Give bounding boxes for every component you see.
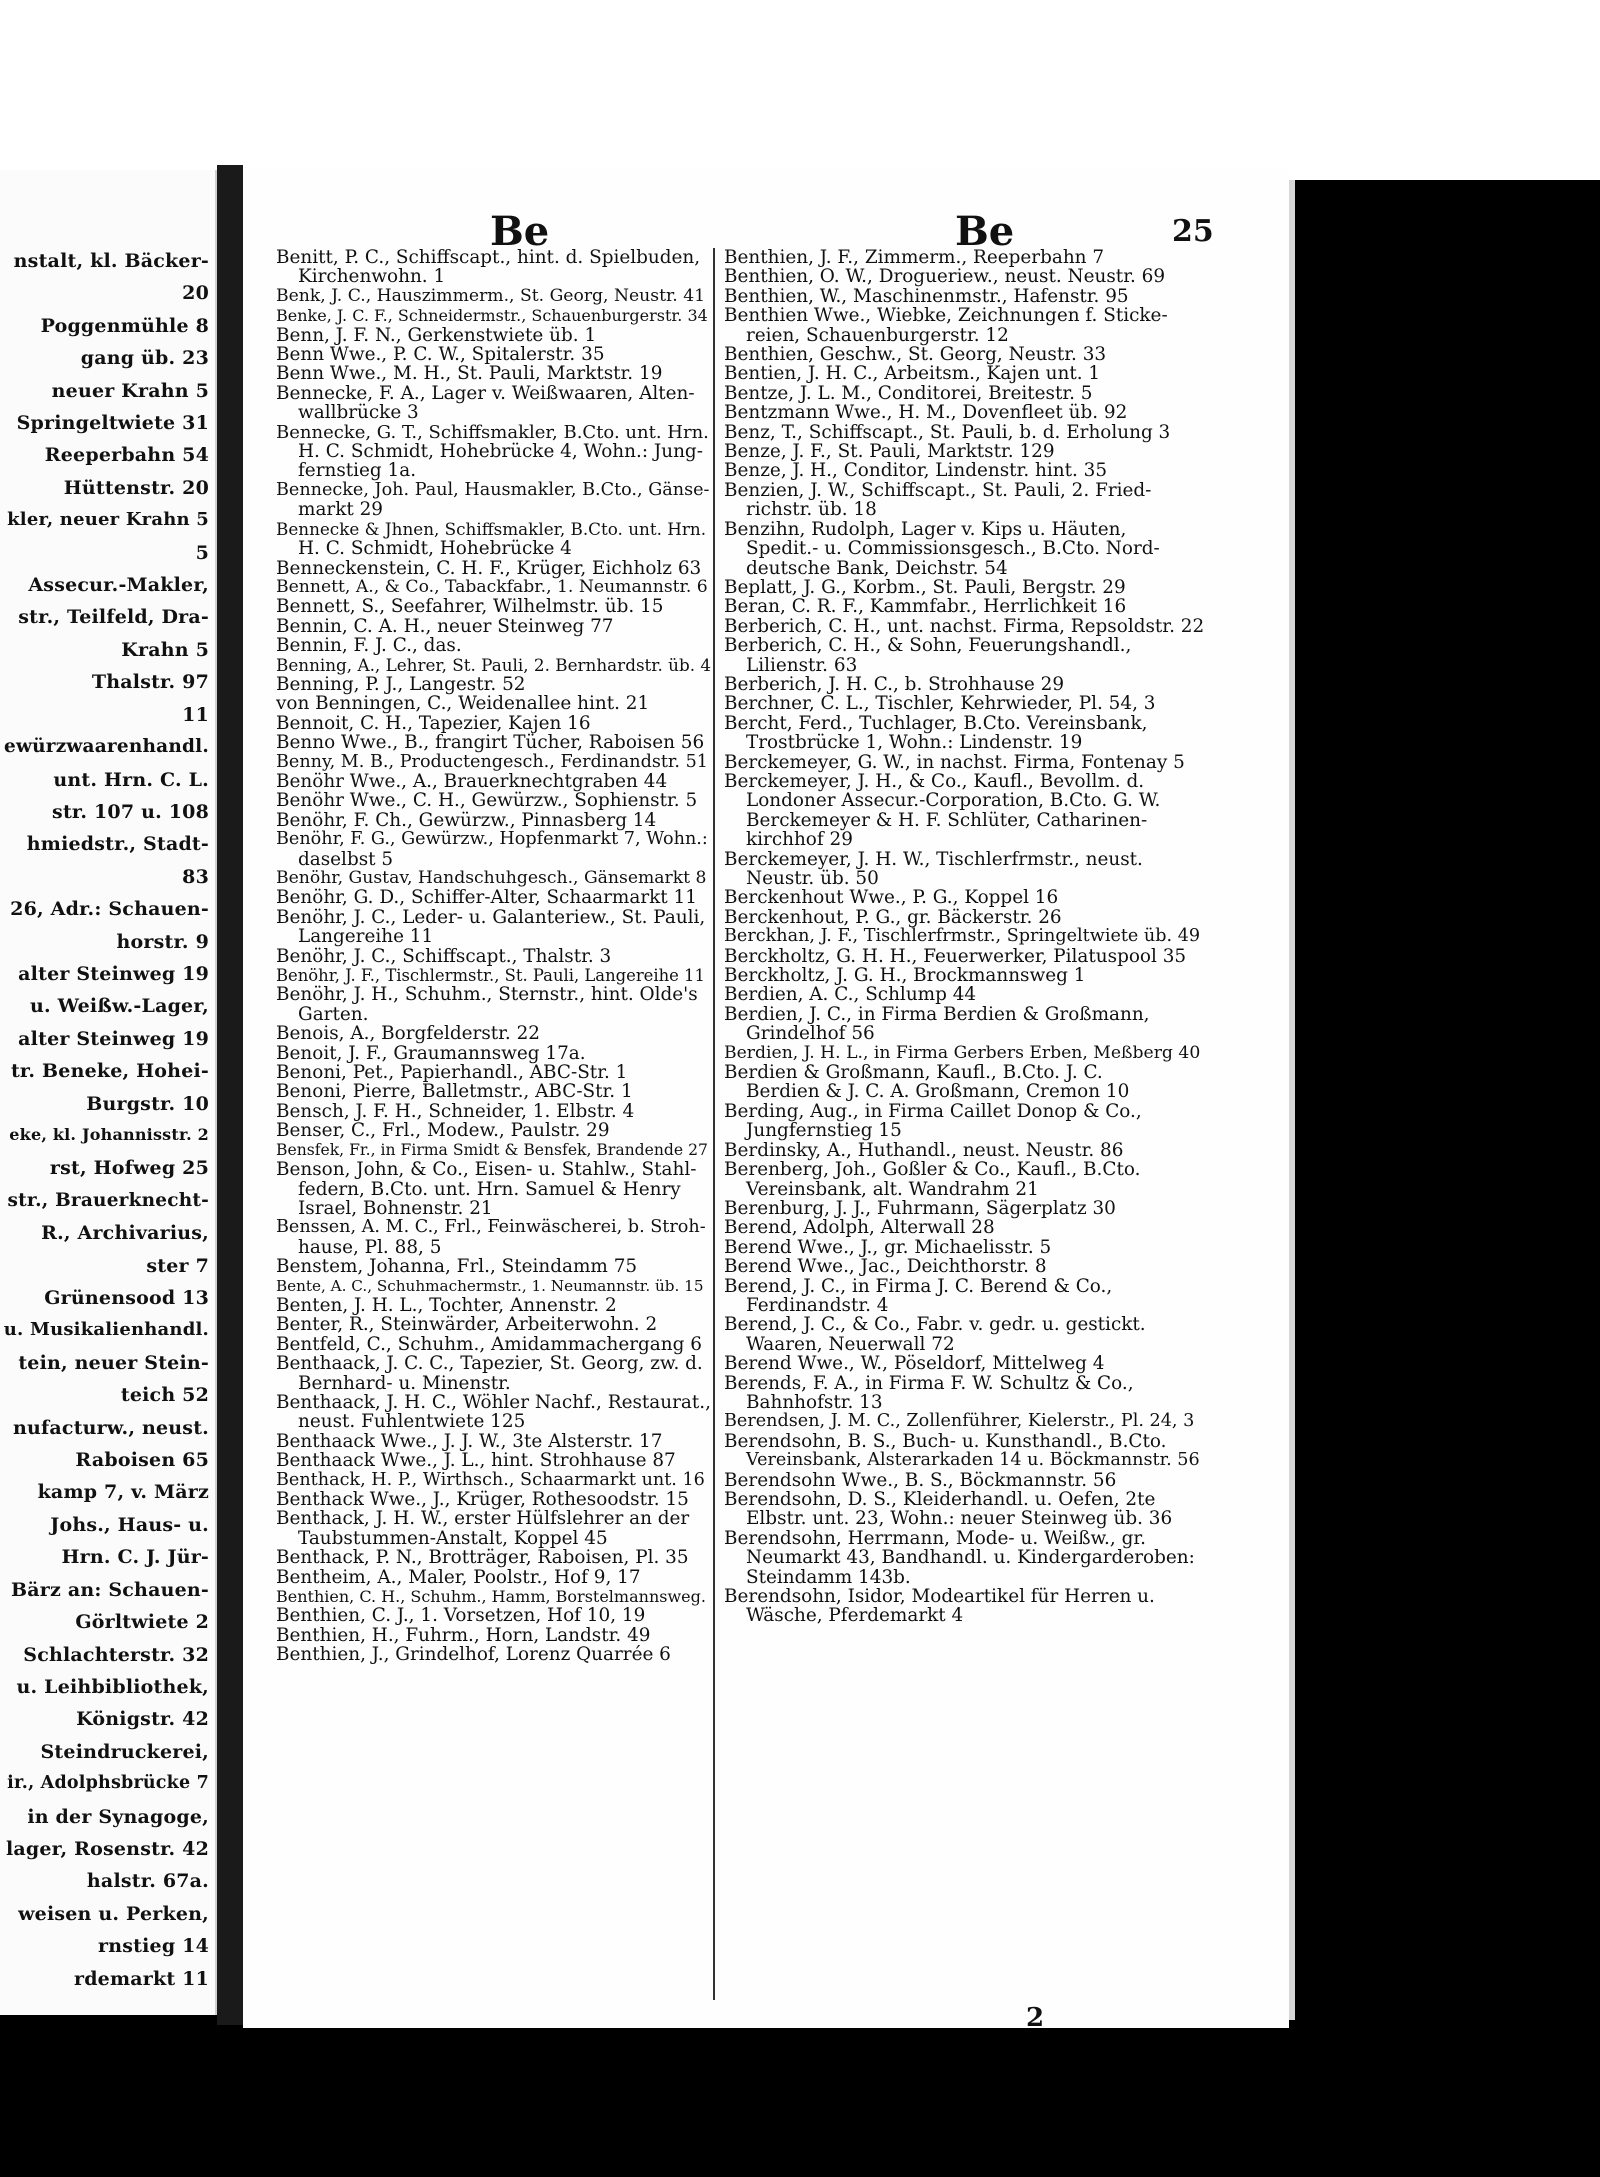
directory-entry-continuation: Jungfernstieg 15 [746, 1120, 902, 1142]
left-page-fragment: unt. Hrn. C. L. [53, 768, 209, 791]
directory-entry: von Benningen, C., Weidenallee hint. 21 [276, 693, 650, 715]
directory-entry-continuation: Langereihe 11 [298, 926, 434, 948]
left-page-fragment: Burgstr. 10 [86, 1092, 209, 1115]
directory-entry: Benthaack, J. H. C., Wöhler Nachf., Restaurat., [276, 1391, 711, 1413]
left-page-fragment: Poggenmühle 8 [40, 314, 209, 337]
directory-entry: Benter, R., Steinwärder, Arbeiterwohn. 2 [276, 1314, 658, 1336]
left-page-fragment: gang üb. 23 [80, 347, 209, 370]
directory-entry-continuation: reien, Schauenburgerstr. 12 [746, 324, 1009, 346]
left-page-fragment: in der Synagoge, [27, 1805, 209, 1828]
directory-entry: Benn, J. F. N., Gerkenstwiete üb. 1 [276, 324, 597, 346]
left-page-fragment: hmiedstr., Stadt- [26, 833, 209, 856]
directory-entry: Benn Wwe., M. H., St. Pauli, Marktstr. 19 [276, 363, 663, 385]
directory-entry-continuation: kirchhof 29 [746, 829, 853, 851]
running-head-right: Be [955, 208, 1015, 255]
left-page-fragment: teich 52 [120, 1384, 209, 1407]
directory-entry: Benthack, P. N., Brotträger, Raboisen, Pl. 35 [276, 1547, 689, 1569]
directory-entry: Berckemeyer, G. W., in nachst. Firma, Fontenay 5 [724, 751, 1185, 773]
directory-entry: Bentze, J. L. M., Conditorei, Breitestr. 5 [724, 382, 1093, 404]
directory-entry-continuation: richstr. üb. 18 [746, 499, 877, 521]
directory-entry: Berckholtz, J. G. H., Brockmannsweg 1 [724, 965, 1086, 987]
left-page-fragment: Raboisen 65 [75, 1449, 209, 1472]
directory-entry: Benöhr, G. D., Schiffer-Alter, Schaarmarkt 11 [276, 887, 697, 909]
directory-entry-continuation: Spedit.- u. Commissionsgesch., B.Cto. Nord- [746, 538, 1160, 560]
left-page-fragment: Reeperbahn 54 [44, 444, 209, 467]
directory-entry: Berendsohn Wwe., B. S., Böckmannstr. 56 [724, 1469, 1117, 1491]
left-page-fragment: Steindruckerei, [40, 1740, 209, 1763]
directory-entry: Berberich, J. H. C., b. Strohhause 29 [724, 673, 1065, 695]
left-page-fragment: kamp 7, v. März [37, 1481, 209, 1504]
directory-entry-continuation: fernstieg 1a. [298, 460, 417, 482]
left-page-fragment: rdemarkt 11 [73, 1967, 209, 1990]
left-page-fragment: Königstr. 42 [76, 1708, 209, 1731]
directory-entry: Benthien, J., Grindelhof, Lorenz Quarrée 6 [276, 1644, 671, 1666]
directory-entry: Benning, A., Lehrer, St. Pauli, 2. Bernhardstr. üb. 4 [276, 654, 712, 675]
directory-entry: Berckhan, J. F., Tischlerfrmstr., Springeltwiete üb. 49 [724, 926, 1201, 947]
directory-entry: Berendsohn, Herrmann, Mode- u. Weißw., gr. [724, 1527, 1146, 1549]
directory-entry: Bennin, F. J. C., das. [276, 635, 462, 657]
directory-entry: Benöhr, F. Ch., Gewürzw., Pinnasberg 14 [276, 809, 657, 831]
left-page-fragment: rnstieg 14 [98, 1935, 209, 1958]
directory-entry: Benthaack, J. C. C., Tapezier, St. Georg, zw. d. [276, 1353, 703, 1375]
directory-entry: Berend Wwe., W., Pöseldorf, Mittelweg 4 [724, 1353, 1105, 1375]
page-edge-shadow [1289, 180, 1295, 2020]
directory-entry: Benitt, P. C., Schiffscapt., hint. d. Spielbuden, [276, 247, 701, 268]
left-page-fragment: Thalstr. 97 [91, 671, 209, 694]
left-page-fragment: tein, neuer Stein- [18, 1351, 209, 1374]
book-gutter [217, 165, 243, 2025]
directory-entry: Benstem, Johanna, Frl., Steindamm 75 [276, 1256, 638, 1278]
directory-entry: Bentfeld, C., Schuhm., Amidammachergang 6 [276, 1333, 702, 1355]
directory-entry: Bensfek, Fr., in Firma Smidt & Bensfek, Brandende 27 [276, 1140, 708, 1159]
directory-entry: Beran, C. R. F., Kammfabr., Herrlichkeit 16 [724, 596, 1127, 618]
directory-entry: Benning, P. J., Langestr. 52 [276, 673, 526, 695]
directory-entry: Benöhr, F. G., Gewürzw., Hopfenmarkt 7, Wohn.: [276, 829, 708, 850]
directory-entry: Berdien, J. H. L., in Firma Gerbers Erben, Meßberg 40 [724, 1042, 1201, 1063]
directory-entry: Berdien, J. C., in Firma Berdien & Großmann, [724, 1003, 1150, 1025]
left-page-fragment: ster 7 [146, 1254, 209, 1277]
left-page-fragment: 83 [182, 865, 209, 888]
directory-entry: Benöhr Wwe., C. H., Gewürzw., Sophienstr. 5 [276, 790, 698, 812]
directory-entry-continuation: Grindelhof 56 [746, 1023, 875, 1045]
directory-entry-continuation: Bernhard- u. Minenstr. [298, 1372, 511, 1394]
left-page-fragment: 26, Adr.: Schauen- [10, 898, 209, 921]
directory-entry: Benthien, H., Fuhrm., Horn, Landstr. 49 [276, 1624, 651, 1646]
directory-entry: Berdien, A. C., Schlump 44 [724, 984, 977, 1006]
left-page-fragment: horstr. 9 [116, 930, 209, 953]
directory-entry-continuation: Wäsche, Pferdemarkt 4 [746, 1605, 964, 1627]
directory-entry: Benten, J. H. L., Tochter, Annenstr. 2 [276, 1294, 617, 1316]
directory-entry: Benson, John, & Co., Eisen- u. Stahlw., Stahl- [276, 1159, 697, 1181]
left-page-edge [0, 170, 217, 2015]
directory-entry: Bentheim, A., Maler, Poolstr., Hof 9, 17 [276, 1566, 641, 1588]
left-page-fragment: R., Archivarius, [41, 1222, 209, 1245]
directory-entry: Benthaack Wwe., J. L., hint. Strohhause 87 [276, 1450, 676, 1472]
directory-entry: Benthack, J. H. W., erster Hülfslehrer an der [276, 1508, 690, 1530]
left-page-fragment: Görltwiete 2 [75, 1611, 209, 1634]
left-page-fragment: alter Steinweg 19 [18, 962, 209, 985]
directory-entry-continuation: Waaren, Neuerwall 72 [746, 1333, 955, 1355]
directory-entry: Beplatt, J. G., Korbm., St. Pauli, Bergstr. 29 [724, 576, 1126, 598]
left-page-fragment: Krahn 5 [121, 638, 209, 661]
directory-entry-continuation: Londoner Assecur.-Corporation, B.Cto. G. W. [746, 790, 1161, 812]
directory-entry-continuation: markt 29 [298, 499, 383, 521]
directory-entry: Berend, J. C., & Co., Fabr. v. gedr. u. gestickt. [724, 1314, 1146, 1336]
directory-entry: Bentien, J. H. C., Arbeitsm., Kajen unt. 1 [724, 363, 1101, 385]
directory-entry: Benthien, J. F., Zimmerm., Reeperbahn 7 [724, 247, 1105, 268]
left-page-fragment: eke, kl. Johannisstr. 2 [9, 1125, 209, 1144]
directory-entry: Berchner, C. L., Tischler, Kehrwieder, Pl. 54, 3 [724, 693, 1156, 715]
left-page-fragment: alter Steinweg 19 [18, 1027, 209, 1050]
directory-entry-continuation: Berckemeyer & H. F. Schlüter, Catharinen- [746, 809, 1148, 831]
left-page-fragment: tr. Beneke, Hohei- [10, 1060, 209, 1083]
directory-entry: Bennett, S., Seefahrer, Wilhelmstr. üb. 15 [276, 596, 664, 618]
page-number: 25 [1172, 214, 1214, 249]
left-page-fragment: 11 [182, 703, 209, 726]
directory-entry: Benno Wwe., B., frangirt Tücher, Raboisen 56 [276, 732, 705, 754]
directory-entry: Berding, Aug., in Firma Caillet Donop & Co., [724, 1100, 1142, 1122]
directory-entry: Benthien, O. W., Drogueriew., neust. Neustr. 69 [724, 266, 1166, 288]
left-page-fragment: ewürzwaarenhandl. [4, 736, 209, 758]
left-page-fragment: u. Leihbibliothek, [16, 1675, 209, 1698]
directory-entry-continuation: daselbst 5 [298, 848, 394, 870]
directory-entry: Benöhr Wwe., A., Brauerknechtgraben 44 [276, 770, 668, 792]
directory-entry: Bennoit, C. H., Tapezier, Kajen 16 [276, 712, 591, 734]
directory-entry: Berckholtz, G. H. H., Feuerwerker, Pilatuspool 35 [724, 945, 1187, 967]
left-page-fragment: str., Teilfeld, Dra- [18, 606, 209, 629]
directory-entry: Bennecke, F. A., Lager v. Weißwaaren, Alten- [276, 382, 695, 404]
directory-entry-continuation: Neustr. üb. 50 [746, 868, 879, 889]
directory-entry: Berendsohn, B. S., Buch- u. Kunsthandl., B.Cto. [724, 1430, 1167, 1452]
directory-entry: Benthien, C. J., 1. Vorsetzen, Hof 10, 19 [276, 1605, 646, 1627]
directory-entry: Berenburg, J. J., Fuhrmann, Sägerplatz 30 [724, 1197, 1116, 1219]
directory-entry: Benthack Wwe., J., Krüger, Rothesoodstr. 15 [276, 1489, 689, 1510]
directory-entry: Berend Wwe., J., gr. Michaelisstr. 5 [724, 1236, 1052, 1258]
directory-entry: Berend Wwe., Jac., Deichthorstr. 8 [724, 1256, 1047, 1278]
left-page-fragment: str., Brauerknecht- [7, 1189, 209, 1211]
directory-entry-continuation: neust. Fuhlentwiete 125 [298, 1411, 526, 1433]
directory-entry: Benny, M. B., Productengesch., Ferdinandstr. 51 [276, 751, 708, 772]
directory-entry-continuation: H. C. Schmidt, Hohebrücke 4, Wohn.: Jung- [298, 441, 703, 463]
directory-entry-continuation: Lilienstr. 63 [746, 654, 858, 676]
directory-entry: Berckemeyer, J. H. W., Tischlerfrmstr., neust. [724, 848, 1143, 870]
directory-entry: Benoit, J. F., Graumannsweg 17a. [276, 1042, 586, 1064]
directory-entry-continuation: Bahnhofstr. 13 [746, 1391, 883, 1413]
left-page-fragment: nstalt, kl. Bäcker- [13, 250, 209, 272]
directory-entry: Bennecke & Jhnen, Schiffsmakler, B.Cto. unt. Hrn. [276, 518, 707, 539]
directory-entry: Benois, A., Borgfelderstr. 22 [276, 1023, 541, 1045]
directory-entry-continuation: Israel, Bohnenstr. 21 [298, 1197, 493, 1219]
directory-entry: Berends, F. A., in Firma F. W. Schultz & Co., [724, 1372, 1134, 1394]
directory-entry: Bercht, Ferd., Tuchlager, B.Cto. Vereinsbank, [724, 712, 1148, 734]
directory-entry: Benthaack Wwe., J. J. W., 3te Alsterstr. 17 [276, 1430, 663, 1452]
left-page-fragment: neuer Krahn 5 [51, 379, 209, 402]
directory-entry: Benser, C., Frl., Modew., Paulstr. 29 [276, 1120, 610, 1142]
directory-entry: Benke, J. C. F., Schneidermstr., Schauenburgerstr. 34 [276, 306, 708, 326]
directory-entry-continuation: Neumarkt 43, Bandhandl. u. Kindergarderoben: [746, 1547, 1195, 1569]
left-page-fragment: u. Weißw.-Lager, [29, 995, 209, 1018]
directory-entry-continuation: Taubstummen-Anstalt, Koppel 45 [298, 1527, 608, 1549]
left-page-fragment: 5 [195, 541, 209, 564]
directory-entry: Bennecke, G. T., Schiffsmakler, B.Cto. unt. Hrn. [276, 421, 709, 443]
directory-entry: Benze, J. H., Conditor, Lindenstr. hint. 35 [724, 460, 1108, 482]
directory-entry: Benze, J. F., St. Pauli, Marktstr. 129 [724, 441, 1055, 463]
directory-entry: Benöhr, J. C., Schiffscapt., Thalstr. 3 [276, 945, 612, 967]
directory-entry: Benthien Wwe., Wiebke, Zeichnungen f. Sticke- [724, 305, 1168, 327]
left-page-fragment: kler, neuer Krahn 5 [7, 509, 209, 531]
directory-entry-continuation: Vereinsbank, alt. Wandrahm 21 [746, 1178, 1039, 1200]
left-page-fragment: 20 [182, 282, 209, 305]
directory-entry: Berberich, C. H., & Sohn, Feuerungshandl., [724, 635, 1132, 657]
left-page-fragment: lager, Rosenstr. 42 [5, 1837, 209, 1860]
directory-entry: Bennin, C. A. H., neuer Steinweg 77 [276, 615, 614, 637]
left-page-fragment: Schlachterstr. 32 [23, 1643, 209, 1666]
directory-entry: Benzien, J. W., Schiffscapt., St. Pauli, 2. Fried- [724, 479, 1152, 501]
directory-entry: Benöhr, J. H., Schuhm., Sternstr., hint. Olde's [276, 984, 698, 1006]
directory-entry: Benöhr, J. F., Tischlermstr., St. Pauli, Langereihe 11 [276, 966, 705, 986]
left-page-fragment: Springeltwiete 31 [16, 412, 209, 435]
running-head-left: Be [490, 208, 550, 255]
directory-entry: Benthien, Geschw., St. Georg, Neustr. 33 [724, 344, 1107, 366]
directory-entry: Bennecke, Joh. Paul, Hausmakler, B.Cto., Gänse- [276, 479, 710, 500]
left-page-fragment: Hrn. C. J. Jür- [61, 1546, 209, 1569]
directory-entry: Benzihn, Rudolph, Lager v. Kips u. Häuten, [724, 518, 1127, 540]
left-page-fragment: Hüttenstr. 20 [63, 476, 209, 499]
directory-entry: Benz, T., Schiffscapt., St. Pauli, b. d. Erholung 3 [724, 421, 1171, 443]
directory-entry: Berendsohn, Isidor, Modeartikel für Herren u. [724, 1586, 1155, 1608]
directory-entry-continuation: Vereinsbank, Alsterarkaden 14 u. Böckmannstr. 56 [746, 1450, 1200, 1471]
directory-entry: Benthien, W., Maschinenmstr., Hafenstr. 95 [724, 285, 1129, 307]
directory-entry: Benöhr, Gustav, Handschuhgesch., Gänsemarkt 8 [276, 868, 707, 888]
directory-entry: Benoni, Pierre, Balletmstr., ABC-Str. 1 [276, 1081, 633, 1103]
left-page-fragment: weisen u. Perken, [18, 1902, 209, 1925]
directory-entry: Berend, J. C., in Firma J. C. Berend & Co., [724, 1275, 1113, 1297]
directory-entry: Bentzmann Wwe., H. M., Dovenfleet üb. 92 [724, 402, 1128, 424]
directory-entry: Benthien, C. H., Schuhm., Hamm, Borstelmannsweg. [276, 1587, 706, 1607]
directory-entry: Berendsen, J. M. C., Zollenführer, Kielerstr., Pl. 24, 3 [724, 1411, 1195, 1432]
directory-entry-continuation: H. C. Schmidt, Hohebrücke 4 [298, 538, 572, 560]
left-page-fragment: rst, Hofweg 25 [49, 1157, 209, 1180]
left-page-fragment: str. 107 u. 108 [52, 800, 209, 823]
directory-column-right [724, 248, 1204, 1626]
directory-entry-continuation: Steindamm 143b. [746, 1566, 911, 1588]
directory-entry-continuation: Garten. [298, 1003, 369, 1025]
directory-entry: Bensch, J. F. H., Schneider, 1. Elbstr. 4 [276, 1100, 635, 1122]
directory-entry: Berenberg, Joh., Goßler & Co., Kaufl., B.Cto. [724, 1159, 1141, 1181]
directory-entry: Berckenhout, P. G., gr. Bäckerstr. 26 [724, 906, 1062, 928]
directory-entry-continuation: hause, Pl. 88, 5 [298, 1236, 442, 1258]
directory-entry: Benoni, Pet., Papierhandl., ABC-Str. 1 [276, 1062, 628, 1084]
directory-entry-continuation: wallbrücke 3 [298, 402, 419, 424]
directory-entry-continuation: deutsche Bank, Deichstr. 54 [746, 557, 1008, 579]
directory-entry: Bente, A. C., Schuhmachermstr., 1. Neumannstr. üb. 15 [276, 1276, 704, 1295]
directory-entry-continuation: federn, B.Cto. unt. Hrn. Samuel & Henry [298, 1178, 681, 1200]
directory-entry-continuation: Kirchenwohn. 1 [298, 266, 446, 288]
directory-entry: Benöhr, J. C., Leder- u. Galanteriew., St. Pauli, [276, 906, 706, 928]
directory-entry-continuation: Trostbrücke 1, Wohn.: Lindenstr. 19 [746, 732, 1083, 754]
directory-entry: Berckenhout Wwe., P. G., Koppel 16 [724, 887, 1059, 909]
left-page-fragment: Grünensood 13 [44, 1287, 209, 1310]
left-page-fragment: Assecur.-Makler, [28, 574, 209, 597]
column-divider [713, 248, 715, 2000]
directory-entry: Berendsohn, D. S., Kleiderhandl. u. Oefen, 2te [724, 1489, 1156, 1510]
directory-entry: Benssen, A. M. C., Frl., Feinwäscherei, b. Stroh- [276, 1217, 706, 1238]
left-page-fragment: halstr. 67a. [86, 1870, 209, 1893]
directory-entry-continuation: Ferdinandstr. 4 [746, 1294, 889, 1316]
left-page-fragment: nufacturw., neust. [13, 1416, 209, 1439]
directory-column-left [276, 248, 712, 1665]
directory-entry: Benthack, H. P., Wirthsch., Schaarmarkt unt. 16 [276, 1469, 705, 1490]
directory-entry: Berberich, C. H., unt. nachst. Firma, Repsoldstr. 22 [724, 615, 1205, 637]
left-page-fragment: ir., Adolphsbrücke 7 [7, 1773, 209, 1794]
directory-entry: Benneckenstein, C. H. F., Krüger, Eichholz 63 [276, 557, 702, 579]
directory-entry-continuation: Berdien & J. C. A. Großmann, Cremon 10 [746, 1081, 1130, 1103]
directory-entry: Berdinsky, A., Huthandl., neust. Neustr. 86 [724, 1139, 1124, 1161]
left-page-fragment: Bärz an: Schauen- [11, 1578, 209, 1601]
directory-entry: Berckemeyer, J. H., & Co., Kaufl., Bevollm. d. [724, 770, 1145, 792]
directory-entry: Benk, J. C., Hauszimmerm., St. Georg, Neustr. 41 [276, 285, 706, 306]
left-page-fragment: u. Musikalienhandl. [3, 1319, 209, 1341]
signature-mark: 2 [1026, 2003, 1045, 2033]
directory-entry-continuation: Elbstr. unt. 23, Wohn.: neuer Steinweg üb. 36 [746, 1508, 1173, 1530]
left-page-fragment: Johs., Haus- u. [50, 1513, 209, 1536]
scan-top-margin [0, 0, 1600, 180]
directory-entry: Bennett, A., & Co., Tabackfabr., 1. Neumannstr. 6 [276, 576, 708, 597]
directory-entry: Berend, Adolph, Alterwall 28 [724, 1217, 995, 1239]
directory-entry: Berdien & Großmann, Kaufl., B.Cto. J. C. [724, 1062, 1103, 1084]
directory-entry: Benn Wwe., P. C. W., Spitalerstr. 35 [276, 344, 605, 366]
